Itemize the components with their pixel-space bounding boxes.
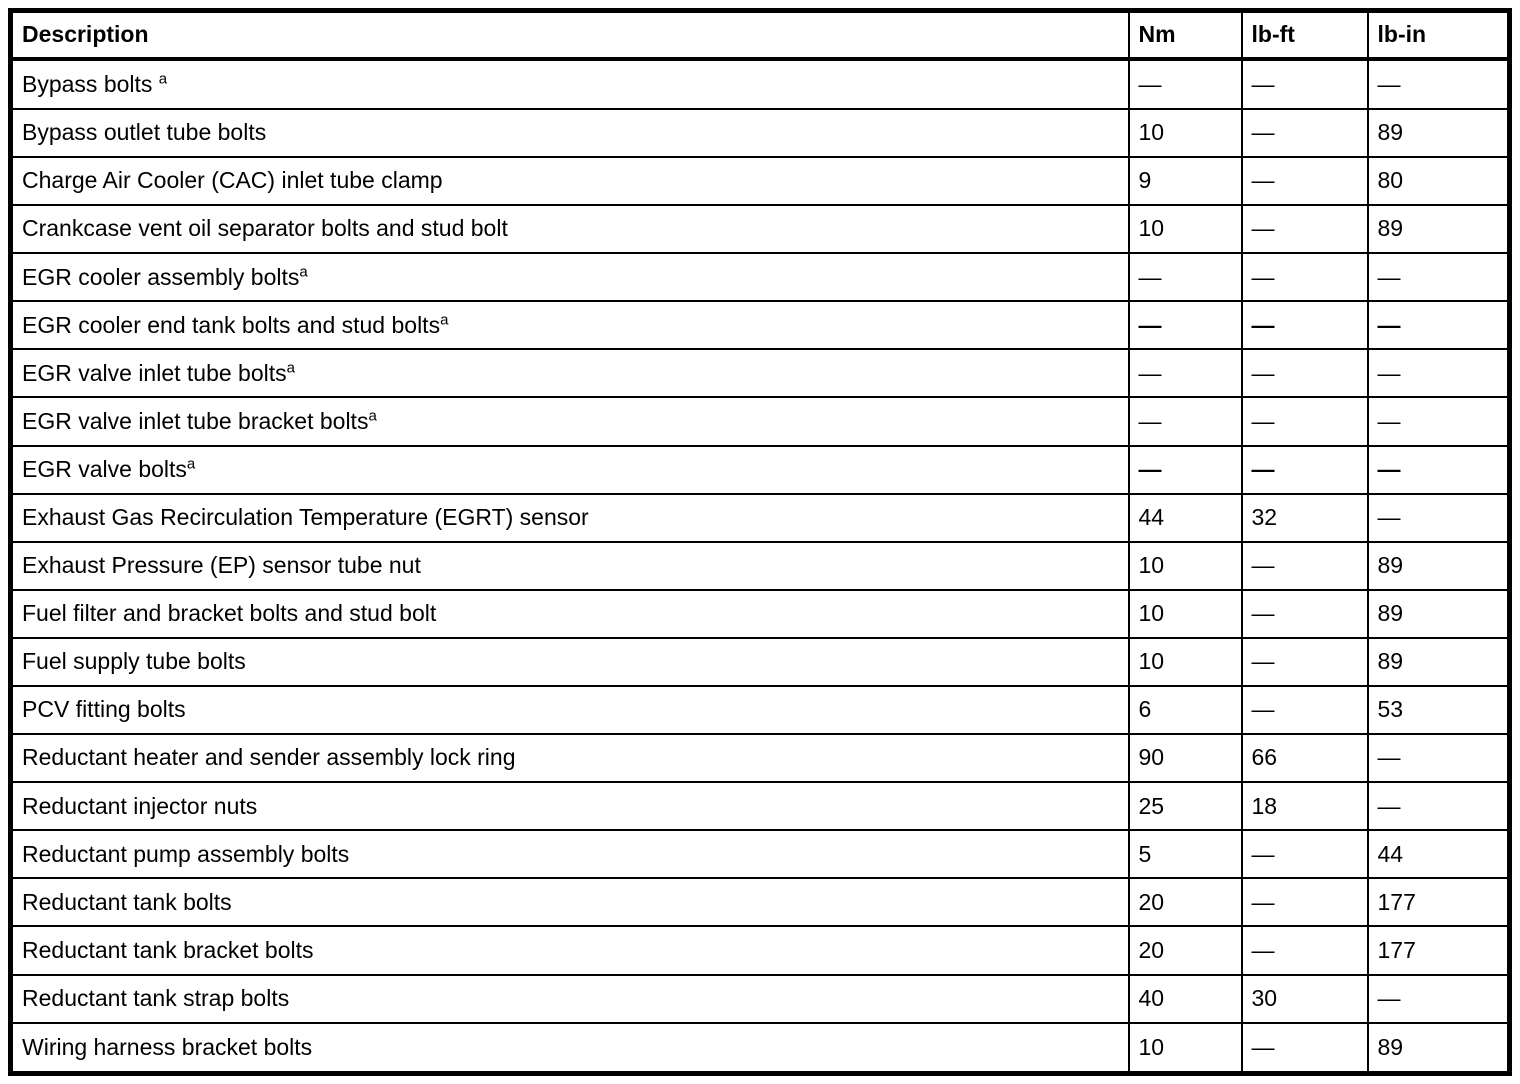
lb-in-value-cell: — [1368,253,1510,301]
nm-value-cell: 10 [1129,542,1242,590]
table-row [11,494,1510,542]
lb-ft-value-cell: — [1242,109,1368,157]
lb-in-value-cell: 89 [1368,638,1510,686]
lb-in-value-cell: 89 [1368,590,1510,638]
footnote-marker: a [286,359,295,377]
description-text: Exhaust Gas Recirculation Temperature (EGRT) sensor [22,504,589,530]
nm-value-cell: 40 [1129,975,1242,1023]
description-cell [11,301,1129,349]
lb-in-value-cell: — [1368,397,1510,445]
table-row [11,734,1510,782]
description-cell [11,157,1129,205]
description-text: PCV fitting bolts [22,696,186,723]
lb-ft-value-cell: — [1242,878,1368,926]
table-row [11,878,1510,926]
lb-in-value-cell: 177 [1368,878,1510,926]
description-text: Bypass bolts [22,70,159,97]
lb-ft-value-cell: — [1242,686,1368,734]
lb-ft-value-cell: — [1242,926,1368,974]
table-row [11,926,1510,974]
table-row [11,542,1510,590]
table-row [11,109,1510,157]
description-cell [11,782,1129,830]
lb-in-value-cell: — [1368,59,1510,109]
description-cell [11,494,1129,542]
description-cell [11,830,1129,878]
footnote-marker: a [299,262,308,280]
table-row [11,590,1510,638]
lb-in-value-cell: — [1368,782,1510,830]
description-cell [11,59,1129,109]
table-row [11,782,1510,830]
torque-spec-table [8,8,1512,1076]
lb-in-value-cell: 80 [1368,157,1510,205]
table-row [11,686,1510,734]
description-text: Reductant tank bracket bolts [22,936,314,963]
lb-in-value-cell: 89 [1368,1023,1510,1074]
lb-ft-value-cell: 32 [1242,494,1368,542]
footnote-marker: a [368,407,377,425]
lb-in-value-cell: — [1368,446,1510,494]
description-text: Fuel filter and bracket bolts and stud bolt [22,600,437,627]
nm-value-cell: 9 [1129,157,1242,205]
column-header-nm: Nm [1129,11,1242,60]
lb-ft-value-cell: — [1242,59,1368,109]
lb-ft-value-cell: 18 [1242,782,1368,830]
table-row [11,1023,1510,1074]
lb-ft-value-cell: — [1242,253,1368,301]
column-header-description: Description [11,11,1129,60]
lb-ft-value-cell: — [1242,205,1368,253]
description-cell [11,349,1129,397]
lb-in-value-cell: 89 [1368,205,1510,253]
table-body [11,59,1510,1074]
description-cell [11,253,1129,301]
column-header-lb-in: lb-in [1368,11,1510,60]
table-row [11,638,1510,686]
lb-ft-value-cell: — [1242,397,1368,445]
table-row [11,397,1510,445]
nm-value-cell: — [1129,397,1242,445]
nm-value-cell: 44 [1129,494,1242,542]
nm-value-cell: 10 [1129,638,1242,686]
nm-value-cell: 10 [1129,590,1242,638]
description-cell [11,590,1129,638]
lb-ft-value-cell: 66 [1242,734,1368,782]
description-cell [11,1023,1129,1074]
lb-in-value-cell: 44 [1368,830,1510,878]
lb-ft-value-cell: — [1242,349,1368,397]
nm-value-cell: 10 [1129,1023,1242,1074]
table-row [11,349,1510,397]
description-text: Crankcase vent oil separator bolts and stud bolt [22,215,508,242]
description-text: EGR valve inlet tube bracket bolts [22,407,369,434]
nm-value-cell: — [1129,301,1242,349]
description-text: Reductant tank strap bolts [22,984,290,1011]
lb-ft-value-cell: — [1242,590,1368,638]
description-text: EGR cooler end tank bolts and stud bolts [22,311,441,338]
lb-in-value-cell: 177 [1368,926,1510,974]
description-text: Exhaust Pressure (EP) sensor tube nut [22,552,421,579]
table-row [11,446,1510,494]
footnote-marker: a [186,455,196,473]
footnote-marker: a [158,70,168,88]
nm-value-cell: 90 [1129,734,1242,782]
lb-ft-value-cell: — [1242,1023,1368,1074]
lb-in-value-cell: — [1368,494,1510,542]
lb-ft-value-cell: — [1242,301,1368,349]
description-text: Reductant pump assembly bolts [22,840,350,867]
lb-ft-value-cell: — [1242,638,1368,686]
description-cell [11,542,1129,590]
nm-value-cell: 5 [1129,830,1242,878]
description-cell [11,975,1129,1023]
table-row [11,301,1510,349]
nm-value-cell: 25 [1129,782,1242,830]
table-row [11,157,1510,205]
footnote-marker: a [440,310,449,328]
description-text: Reductant heater and sender assembly lock ring [22,744,516,771]
nm-value-cell: — [1129,59,1242,109]
lb-in-value-cell: — [1368,301,1510,349]
lb-ft-value-cell: — [1242,446,1368,494]
column-header-lb-ft: lb-ft [1242,11,1368,60]
lb-in-value-cell: 89 [1368,109,1510,157]
description-cell [11,734,1129,782]
description-text: EGR valve bolts [22,455,187,482]
lb-ft-value-cell: 30 [1242,975,1368,1023]
description-cell [11,397,1129,445]
lb-ft-value-cell: — [1242,157,1368,205]
description-cell [11,686,1129,734]
description-cell [11,205,1129,253]
lb-ft-value-cell: — [1242,830,1368,878]
description-cell [11,926,1129,974]
header-row [11,11,1510,60]
nm-value-cell: 20 [1129,878,1242,926]
description-cell [11,638,1129,686]
description-cell [11,109,1129,157]
description-text: Fuel supply tube bolts [22,648,246,675]
description-text: EGR valve inlet tube bolts [22,359,287,386]
nm-value-cell: — [1129,253,1242,301]
nm-value-cell: 6 [1129,686,1242,734]
table-row [11,253,1510,301]
lb-in-value-cell: — [1368,734,1510,782]
nm-value-cell: — [1129,446,1242,494]
lb-in-value-cell: 89 [1368,542,1510,590]
table-row [11,205,1510,253]
nm-value-cell: 10 [1129,205,1242,253]
description-text: Charge Air Cooler (CAC) inlet tube clamp [22,167,443,194]
description-text: Reductant tank bolts [22,888,232,915]
nm-value-cell: 20 [1129,926,1242,974]
lb-in-value-cell: — [1368,349,1510,397]
description-cell [11,446,1129,494]
table-row [11,830,1510,878]
nm-value-cell: — [1129,349,1242,397]
lb-in-value-cell: 53 [1368,686,1510,734]
description-text: Reductant injector nuts [22,792,258,819]
description-text: Bypass outlet tube bolts [22,119,267,146]
table-row [11,975,1510,1023]
lb-ft-value-cell: — [1242,542,1368,590]
description-text: EGR cooler assembly bolts [22,263,300,290]
table-row [11,59,1510,109]
description-cell [11,878,1129,926]
lb-in-value-cell: — [1368,975,1510,1023]
description-text: Wiring harness bracket bolts [22,1033,313,1060]
nm-value-cell: 10 [1129,109,1242,157]
